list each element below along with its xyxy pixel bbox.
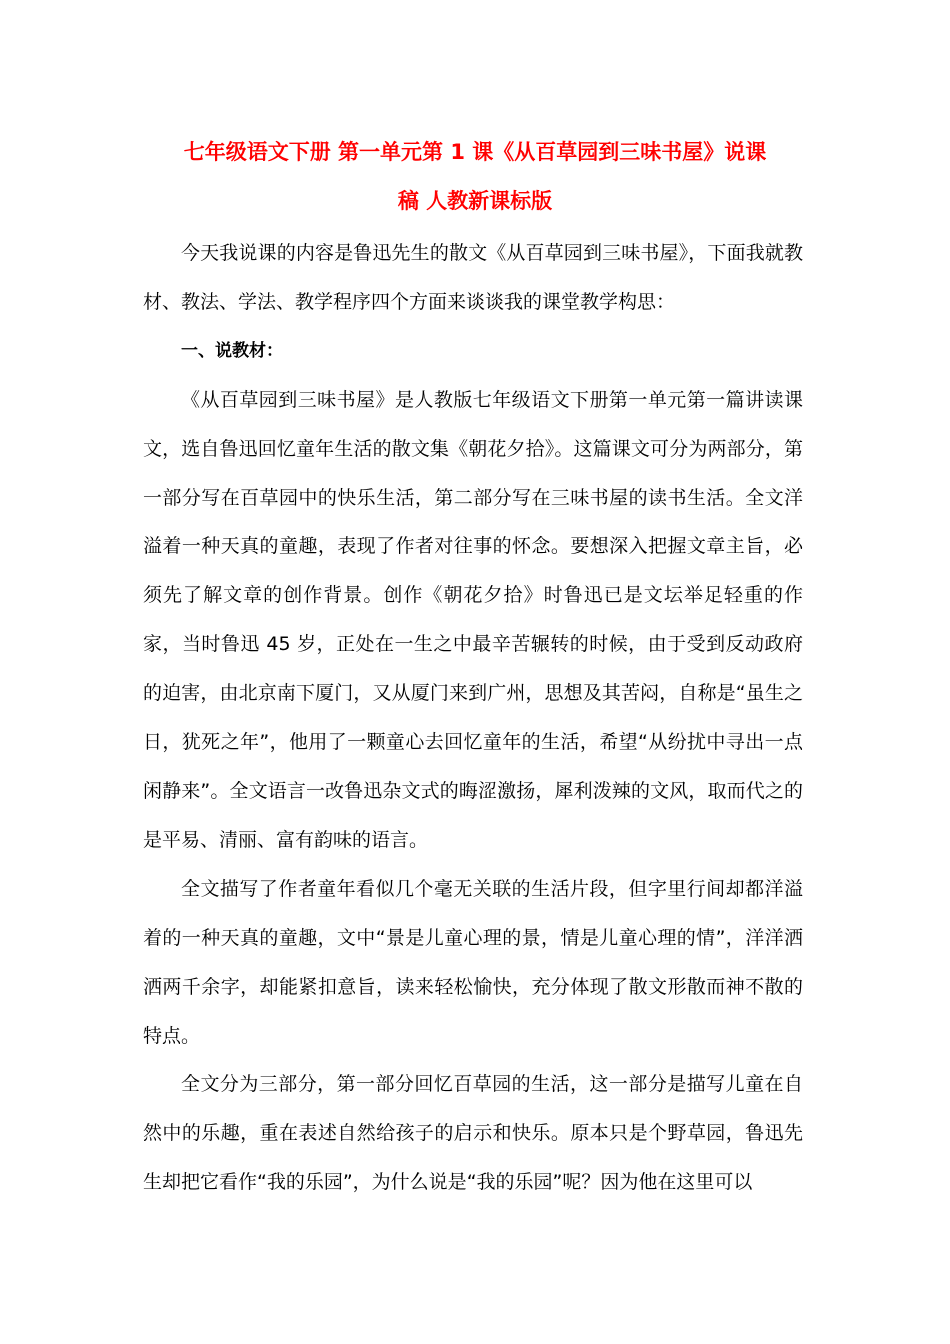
section-heading-teaching-material: 一、说教材：	[181, 340, 283, 361]
body-paragraph: 全文描写了作者童年看似几个毫无关联的生活片段，但字里行间却都洋溢着的一种天真的童趣，文中“景是儿童心理的景，情是儿童心理的情”，洋洋洒洒两千余字，却能紧扣意旨，读来轻松愉快，充分体现了散文形散而神不散的特点。	[143, 877, 803, 1047]
document-title-line-1: 七年级语文下册 第一单元第 1 课《从百草园到三味书屋》说课	[183, 140, 767, 164]
body-paragraph: 《从百草园到三味书屋》是人教版七年级语文下册第一单元第一篇讲读课文，选自鲁迅回忆童年生活的散文集《朝花夕拾》。这篇课文可分为两部分，第一部分写在百草园中的快乐生活，第二部分写在三味书屋的读书生活。全文洋溢着一种天真的童趣，表现了作者对往事的怀念。要想深入把握文章主旨，必须先了解文章的创作背景。创作《朝花夕拾》时鲁迅已是文坛举足轻重的作家，当时鲁迅 45 岁，正处在一生之中最辛苦辗转的时候，由于受到反动政府的迫害，由北京南下厦门，又从厦门来到广州，思想及其苦闷，自称是“虽生之日，犹死之年”，他用了一颗童心去回忆童年的生活，希望“从纷扰中寻出一点闲静来”。全文语言一改鲁迅杂文式的晦涩激扬，犀利泼辣的文风，取而代之的是平易、清丽、富有韵味的语言。	[143, 388, 803, 851]
body-paragraph: 全文分为三部分，第一部分回忆百草园的生活，这一部分是描写儿童在自然中的乐趣，重在表述自然给孩子的启示和快乐。原本只是个野草园，鲁迅先生却把它看作“我的乐园”，为什么说是“我的乐园”呢？因为他在这里可以	[143, 1073, 803, 1194]
document-title-line-2: 稿 人教新课标版	[397, 189, 553, 213]
intro-paragraph: 今天我说课的内容是鲁迅先生的散文《从百草园到三味书屋》，下面我就教材、教法、学法、教学程序四个方面来谈谈我的课堂教学构思：	[143, 242, 803, 313]
document-body	[143, 229, 803, 1207]
